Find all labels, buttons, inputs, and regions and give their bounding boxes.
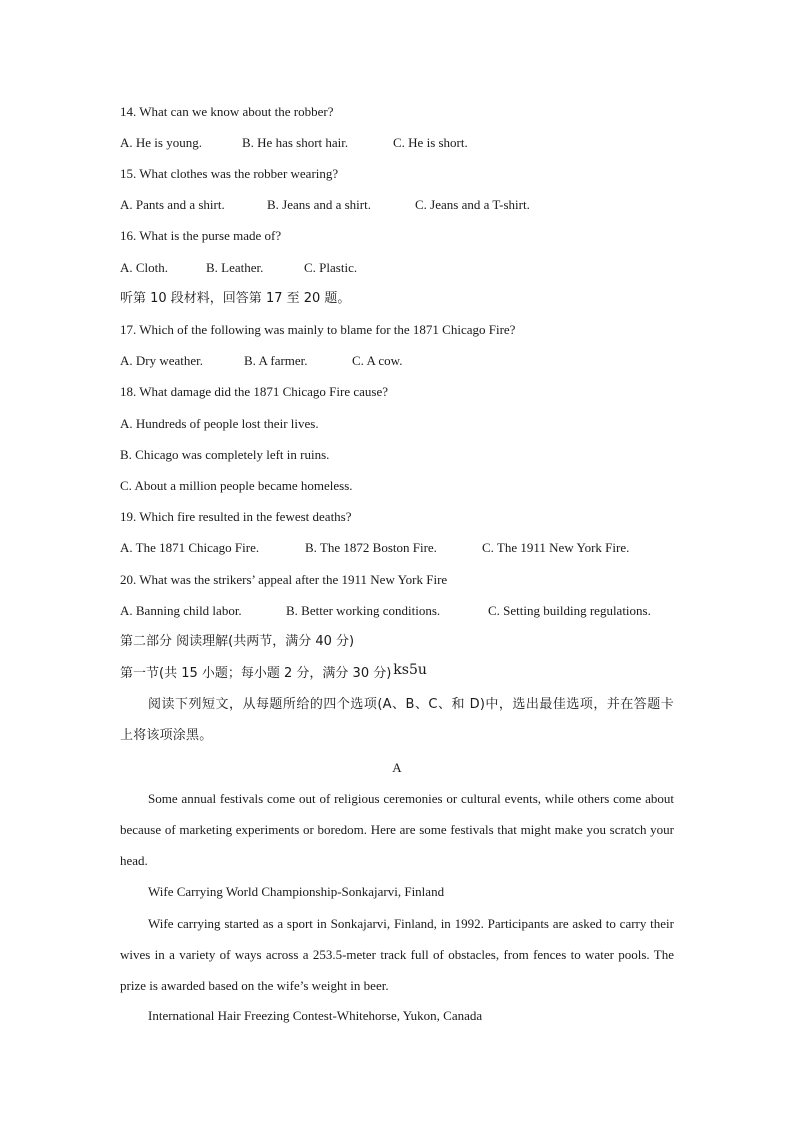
listening-instruction: 听第 10 段材料，回答第 17 至 20 题。 <box>120 291 351 306</box>
part-2-title: 第二部分 阅读理解(共两节，满分 40 分) <box>120 634 355 649</box>
question-16-option-c: C. Plastic. <box>304 260 358 275</box>
section-1-title-text: 第一节(共 15 小题；每小题 2 分，满分 30 分) <box>120 666 392 681</box>
question-16-option-b: B. Leather. <box>206 260 264 275</box>
question-16-stem: 16. What is the purse made of? <box>120 228 282 243</box>
question-15-stem: 15. What clothes was the robber wearing? <box>120 166 339 181</box>
question-20-option-b: B. Better working conditions. <box>286 603 441 618</box>
festival-2-title: International Hair Freezing Contest-Whitehorse, Yukon, Canada <box>148 1008 483 1023</box>
watermark-text: ks5u <box>393 662 427 678</box>
passage-intro: Some annual festivals come out of religious ceremonies or cultural events, while others come about because of marketing experiments or boredom. Here are some festivals that might make you scratch your head. <box>120 791 674 868</box>
question-19-option-a: A. The 1871 Chicago Fire. <box>120 540 260 555</box>
question-17-option-a: A. Dry weather. <box>120 353 204 368</box>
question-18-option-b: B. Chicago was completely left in ruins. <box>120 447 330 462</box>
question-18-option-a: A. Hundreds of people lost their lives. <box>120 416 319 431</box>
question-18-option-c: C. About a million people became homeless. <box>120 478 353 493</box>
passage-label: A <box>392 760 402 775</box>
question-17-option-b: B. A farmer. <box>244 353 308 368</box>
question-20-stem: 20. What was the strikers’ appeal after the 1911 New York Fire <box>120 572 448 587</box>
question-15-option-a: A. Pants and a shirt. <box>120 197 225 212</box>
question-19-option-c: C. The 1911 New York Fire. <box>482 540 630 555</box>
question-18-stem: 18. What damage did the 1871 Chicago Fire cause? <box>120 384 388 399</box>
reading-directions: 阅读下列短文，从每题所给的四个选项(A、B、C、和 D)中，选出最佳选项，并在答题卡上将该项涂黑。 <box>120 697 674 743</box>
question-14-stem: 14. What can we know about the robber? <box>120 104 334 119</box>
question-14-option-c: C. He is short. <box>393 135 468 150</box>
question-20-option-c: C. Setting building regulations. <box>488 603 651 618</box>
question-14-option-a: A. He is young. <box>120 135 202 150</box>
festival-1-body: Wife carrying started as a sport in Sonkajarvi, Finland, in 1992. Participants are asked to carry their wives in a variety of ways across a 253.5-meter track full of obstacles, from fences to water pools. The prize is awarded based on the wife’s weight in beer. <box>120 916 674 993</box>
question-20-option-a: A. Banning child labor. <box>120 603 242 618</box>
question-19-stem: 19. Which fire resulted in the fewest deaths? <box>120 509 352 524</box>
question-19-option-b: B. The 1872 Boston Fire. <box>305 540 437 555</box>
festival-1-title: Wife Carrying World Championship-Sonkajarvi, Finland <box>148 884 445 899</box>
section-1-title <box>120 662 427 682</box>
question-15-option-b: B. Jeans and a shirt. <box>267 197 371 212</box>
question-17-stem: 17. Which of the following was mainly to blame for the 1871 Chicago Fire? <box>120 322 516 337</box>
question-14-option-b: B. He has short hair. <box>242 135 349 150</box>
question-17-option-c: C. A cow. <box>352 353 403 368</box>
question-15-option-c: C. Jeans and a T-shirt. <box>415 197 530 212</box>
question-16-option-a: A. Cloth. <box>120 260 169 275</box>
